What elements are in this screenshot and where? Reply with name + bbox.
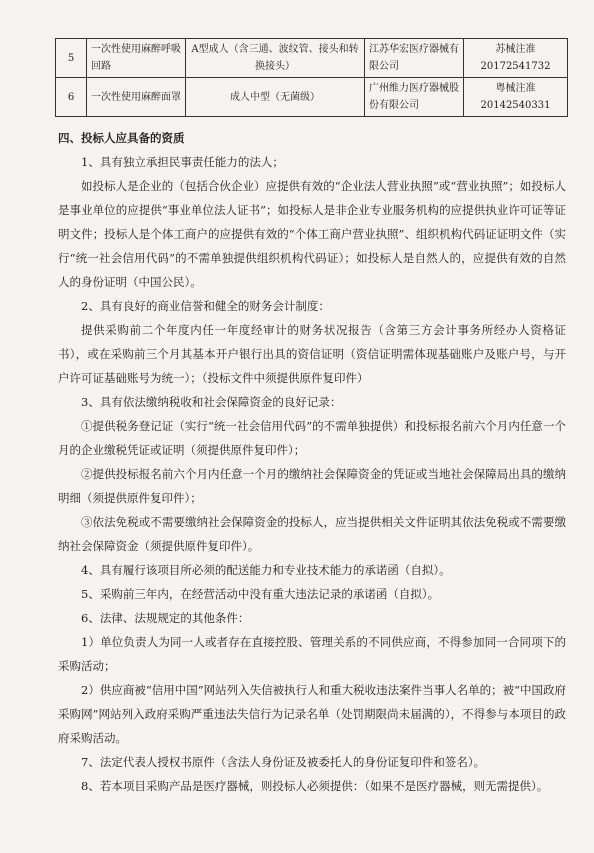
paragraph: 2）供应商被“信用中国”网站列入失信被执行人和重大税收违法案件当事人名单的；被“中国政府采购网”网站列入政府采购严重违法失信行为记录名单（处罚期限尚未届满的），不得参与本项目的政府采购活动。 xyxy=(58,683,566,745)
paragraph: 提供采购前二个年度内任一年度经审计的财务状况报告（含第三方会计事务所经办人资格证书），或在采购前三个月其基本开户银行出具的资信证明（资信证明需体现基础账户及账户号，与开户许可证基础账号为统一）；（投标文件中须提供原件复印件） xyxy=(58,323,566,385)
paragraph: 3、具有依法缴纳税收和社会保障资金的良好记录： xyxy=(81,395,342,409)
table-cell-name: 一次性使用麻醉面罩 xyxy=(87,78,186,117)
table-row xyxy=(56,39,568,78)
table-cell-maker: 广州维力医疗器械股份有限公司 xyxy=(365,78,464,117)
table-cell-name: 一次性使用麻醉呼吸回路 xyxy=(87,39,186,78)
paragraph: ②提供投标报名前六个月内任意一个月的缴纳社会保障资金的凭证或当地社会保障局出具的缴纳明细（须提供原件复印件）； xyxy=(58,467,566,505)
table-cell-maker: 江苏华宏医疗器械有限公司 xyxy=(365,39,464,78)
paragraph: 8、若本项目采购产品是医疗器械，则投标人必须提供：（如果不是医疗器械，则无需提供）。 xyxy=(81,779,549,793)
paragraph: 6、法律、法规规定的其他条件： xyxy=(81,611,250,625)
paragraph: 4、具有履行该项目所必须的配送能力和专业技术能力的承诺函（自拟）。 xyxy=(81,563,451,577)
section-heading: 四、投标人应具备的资质 xyxy=(58,131,185,145)
paragraph: 1、具有独立承担民事责任能力的法人； xyxy=(81,155,284,169)
table-cell-registration: 苏械注准 20172541732 xyxy=(464,39,568,78)
qualification-section xyxy=(58,126,566,798)
table-cell-registration: 粤械注准 20142540331 xyxy=(464,78,568,117)
table-cell-spec: A型成人（含三通、波纹管、接头和转换接头） xyxy=(186,39,365,78)
table-cell-no: 6 xyxy=(56,78,87,117)
paragraph: ①提供税务登记证（实行“统一社会信用代码”的不需单独提供）和投标报名前六个月内任意一个月的企业缴税凭证或证明（须提供原件复印件）； xyxy=(58,419,566,457)
table-cell-no: 5 xyxy=(56,39,87,78)
paragraph: 1）单位负责人为同一人或者存在直接控股、管理关系的不同供应商，不得参加同一合同项下的采购活动； xyxy=(58,635,566,673)
paragraph: ③依法免税或不需要缴纳社会保障资金的投标人，应当提供相关文件证明其依法免税或不需要缴纳社会保障资金（须提供原件复印件）。 xyxy=(58,515,566,553)
table-row xyxy=(56,78,568,117)
paragraph: 2、具有良好的商业信誉和健全的财务会计制度： xyxy=(81,299,330,313)
product-table xyxy=(55,38,568,117)
paragraph: 5、采购前三年内，在经营活动中没有重大违法记录的承诺函（自拟）。 xyxy=(81,587,440,601)
paragraph: 7、法定代表人授权书原件（含法人身份证及被委托人的身份证复印件和签名）。 xyxy=(81,755,486,769)
paragraph: 如投标人是企业的（包括合伙企业）应提供有效的“企业法人营业执照”或“营业执照”；如投标人是事业单位的应提供“事业单位法人证书”；如投标人是非企业专业服务机构的应提供执业许可证等证明文件；投标人是个体工商户的应提供有效的“个体工商户营业执照”、组织机构代码证证明文件（实行“统一社会信用代码”的不需单独提供组织机构代码证）；如投标人是自然人的，应提供有效的自然人的身份证明（中国公民）。 xyxy=(58,179,566,289)
table-cell-spec: 成人中型（无菌级） xyxy=(186,78,365,117)
